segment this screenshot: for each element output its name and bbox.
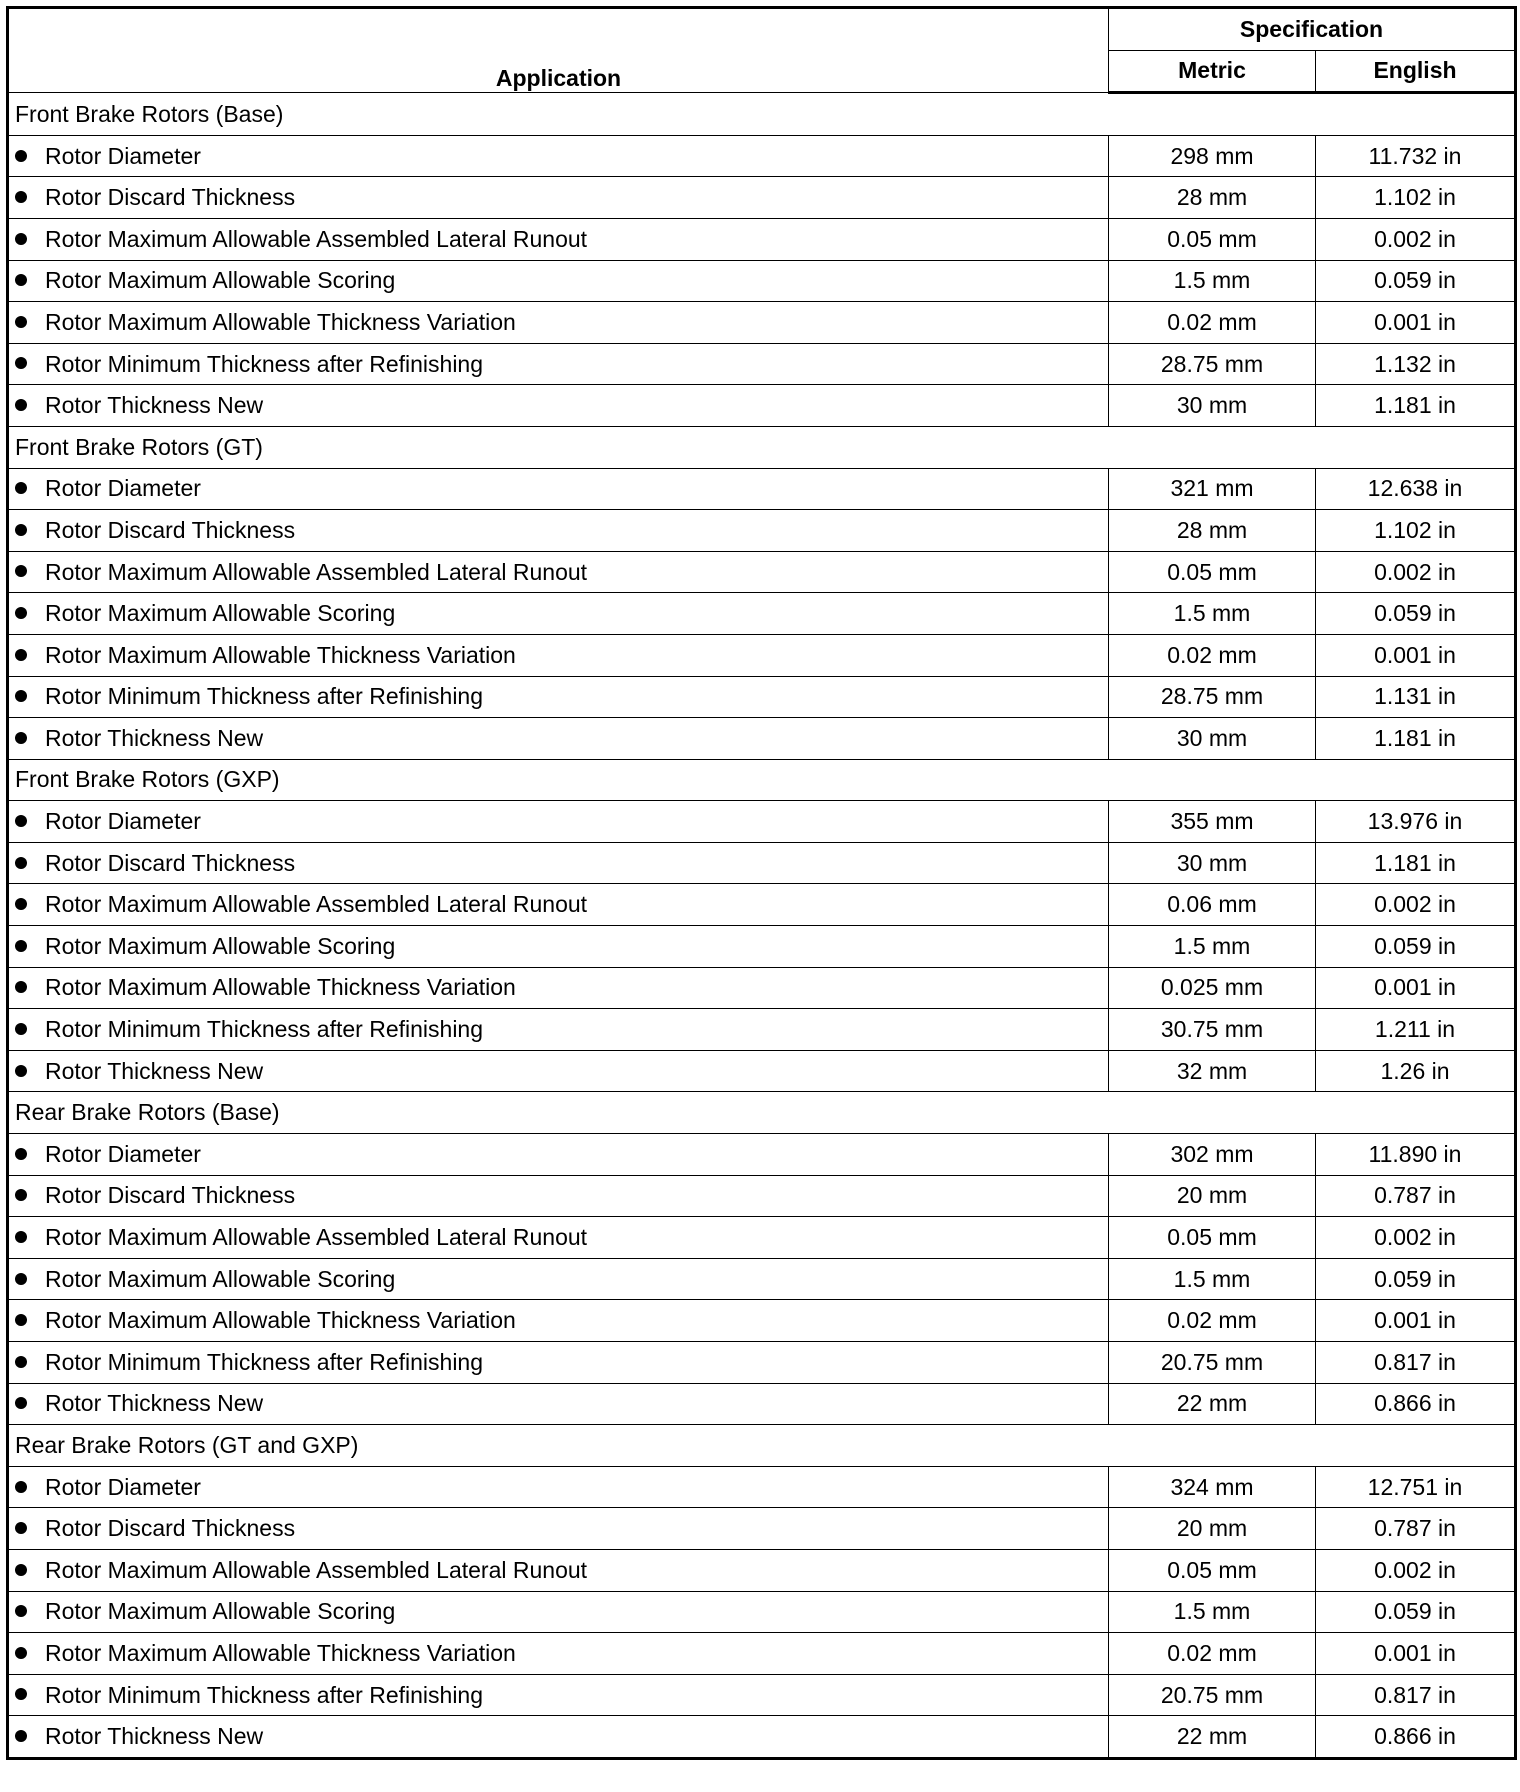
- group-header-row: [8, 1092, 1516, 1134]
- row-label: Rotor Minimum Thickness after Refinishing: [45, 1016, 484, 1043]
- bullet-icon: [15, 233, 27, 245]
- english-value: 0.002 in: [1316, 551, 1516, 593]
- row-label: Rotor Maximum Allowable Scoring: [45, 600, 396, 627]
- table-row: [8, 676, 1516, 718]
- english-value: 11.890 in: [1316, 1134, 1516, 1176]
- table-row: [8, 468, 1516, 510]
- metric-value: 1.5 mm: [1109, 926, 1316, 968]
- application-cell: [8, 302, 1109, 344]
- bullet-icon: [15, 732, 27, 744]
- row-label: Rotor Maximum Allowable Thickness Variation: [45, 974, 516, 1001]
- table-row: [8, 1009, 1516, 1051]
- english-value: 0.002 in: [1316, 218, 1516, 260]
- table-row: [8, 634, 1516, 676]
- table-row: [8, 1134, 1516, 1176]
- application-cell: [8, 1300, 1109, 1342]
- bullet-icon: [15, 1189, 27, 1201]
- table-row: [8, 1342, 1516, 1384]
- english-value: 12.638 in: [1316, 468, 1516, 510]
- specification-column-header: Specification: [1109, 8, 1516, 51]
- english-value: 1.181 in: [1316, 385, 1516, 427]
- english-value: 1.102 in: [1316, 510, 1516, 552]
- bullet-icon: [15, 898, 27, 910]
- bullet-icon: [15, 1065, 27, 1077]
- english-value: 0.002 in: [1316, 1549, 1516, 1591]
- metric-value: 298 mm: [1109, 135, 1316, 177]
- metric-value: 0.05 mm: [1109, 1217, 1316, 1259]
- metric-value: 0.05 mm: [1109, 551, 1316, 593]
- bullet-icon: [15, 399, 27, 411]
- metric-value: 30 mm: [1109, 842, 1316, 884]
- table-row: [8, 1217, 1516, 1259]
- bullet-icon: [15, 357, 27, 369]
- metric-value: 0.05 mm: [1109, 218, 1316, 260]
- application-cell: [8, 510, 1109, 552]
- application-cell: [8, 1217, 1109, 1259]
- table-row: [8, 177, 1516, 219]
- english-value: 0.001 in: [1316, 967, 1516, 1009]
- table-row: [8, 260, 1516, 302]
- application-cell: [8, 1466, 1109, 1508]
- metric-value: 0.02 mm: [1109, 1300, 1316, 1342]
- bullet-icon: [15, 1397, 27, 1409]
- english-value: 0.059 in: [1316, 1591, 1516, 1633]
- english-value: 1.132 in: [1316, 343, 1516, 385]
- bullet-icon: [15, 815, 27, 827]
- english-value: 0.817 in: [1316, 1674, 1516, 1716]
- metric-value: 0.02 mm: [1109, 634, 1316, 676]
- metric-value: 324 mm: [1109, 1466, 1316, 1508]
- row-label: Rotor Discard Thickness: [45, 184, 296, 211]
- table-row: [8, 343, 1516, 385]
- table-row: [8, 1383, 1516, 1425]
- row-label: Rotor Maximum Allowable Scoring: [45, 1265, 396, 1292]
- application-cell: [8, 1508, 1109, 1550]
- english-value: 0.787 in: [1316, 1175, 1516, 1217]
- table-header: [8, 8, 1516, 93]
- row-label: Rotor Maximum Allowable Assembled Lateral Runout: [45, 558, 588, 585]
- bullet-icon: [15, 940, 27, 952]
- application-cell: [8, 1050, 1109, 1092]
- application-cell: [8, 343, 1109, 385]
- row-label: Rotor Discard Thickness: [45, 849, 296, 876]
- application-cell: [8, 1009, 1109, 1051]
- metric-value: 28.75 mm: [1109, 676, 1316, 718]
- english-value: 1.181 in: [1316, 842, 1516, 884]
- application-cell: [8, 1383, 1109, 1425]
- row-label: Rotor Maximum Allowable Assembled Lateral Runout: [45, 225, 588, 252]
- english-value: 1.26 in: [1316, 1050, 1516, 1092]
- english-value: 13.976 in: [1316, 801, 1516, 843]
- group-title: Rear Brake Rotors (Base): [8, 1092, 1516, 1134]
- metric-value: 30.75 mm: [1109, 1009, 1316, 1051]
- bullet-icon: [15, 150, 27, 162]
- english-value: 0.059 in: [1316, 260, 1516, 302]
- english-value: 0.001 in: [1316, 302, 1516, 344]
- row-label: Rotor Diameter: [45, 808, 201, 835]
- application-cell: [8, 634, 1109, 676]
- english-value: 0.001 in: [1316, 634, 1516, 676]
- metric-value: 32 mm: [1109, 1050, 1316, 1092]
- group-header-row: [8, 426, 1516, 468]
- table-row: [8, 967, 1516, 1009]
- bullet-icon: [15, 1148, 27, 1160]
- bullet-icon: [15, 1481, 27, 1493]
- metric-value: 22 mm: [1109, 1716, 1316, 1759]
- application-cell: [8, 218, 1109, 260]
- application-column-header: Application: [8, 8, 1109, 93]
- bullet-icon: [15, 1522, 27, 1534]
- english-value: 0.002 in: [1316, 1217, 1516, 1259]
- application-cell: [8, 967, 1109, 1009]
- header-row-top: [8, 8, 1516, 51]
- row-label: Rotor Maximum Allowable Assembled Lateral Runout: [45, 1556, 588, 1583]
- english-value: 0.001 in: [1316, 1633, 1516, 1675]
- table-row: [8, 135, 1516, 177]
- english-value: 1.181 in: [1316, 718, 1516, 760]
- table-body: [8, 93, 1516, 1759]
- metric-value: 302 mm: [1109, 1134, 1316, 1176]
- table-row: [8, 218, 1516, 260]
- application-cell: [8, 135, 1109, 177]
- english-value: 0.866 in: [1316, 1716, 1516, 1759]
- table-row: [8, 1674, 1516, 1716]
- bullet-icon: [15, 1023, 27, 1035]
- english-value: 1.102 in: [1316, 177, 1516, 219]
- english-value: 0.059 in: [1316, 1258, 1516, 1300]
- row-label: Rotor Maximum Allowable Scoring: [45, 1598, 396, 1625]
- table-row: [8, 1633, 1516, 1675]
- bullet-icon: [15, 981, 27, 993]
- row-label: Rotor Thickness New: [45, 392, 264, 419]
- bullet-icon: [15, 1730, 27, 1742]
- bullet-icon: [15, 482, 27, 494]
- application-cell: [8, 1633, 1109, 1675]
- table-row: [8, 1508, 1516, 1550]
- metric-value: 28.75 mm: [1109, 343, 1316, 385]
- row-label: Rotor Maximum Allowable Thickness Variation: [45, 308, 516, 335]
- metric-value: 0.05 mm: [1109, 1549, 1316, 1591]
- table-row: [8, 926, 1516, 968]
- english-value: 0.002 in: [1316, 884, 1516, 926]
- row-label: Rotor Diameter: [45, 1473, 201, 1500]
- english-value: 0.866 in: [1316, 1383, 1516, 1425]
- application-cell: [8, 1342, 1109, 1384]
- metric-value: 1.5 mm: [1109, 1591, 1316, 1633]
- row-label: Rotor Minimum Thickness after Refinishing: [45, 1348, 484, 1375]
- bullet-icon: [15, 316, 27, 328]
- table-row: [8, 842, 1516, 884]
- table-row: [8, 801, 1516, 843]
- table-row: [8, 510, 1516, 552]
- english-value: 0.817 in: [1316, 1342, 1516, 1384]
- metric-value: 20.75 mm: [1109, 1342, 1316, 1384]
- row-label: Rotor Maximum Allowable Scoring: [45, 932, 396, 959]
- metric-column-header: Metric: [1109, 50, 1316, 93]
- metric-value: 28 mm: [1109, 510, 1316, 552]
- application-cell: [8, 884, 1109, 926]
- table-row: [8, 1549, 1516, 1591]
- bullet-icon: [15, 1647, 27, 1659]
- row-label: Rotor Discard Thickness: [45, 1515, 296, 1542]
- group-header-row: [8, 759, 1516, 801]
- table-row: [8, 1050, 1516, 1092]
- bullet-icon: [15, 857, 27, 869]
- row-label: Rotor Minimum Thickness after Refinishing: [45, 350, 484, 377]
- application-cell: [8, 1591, 1109, 1633]
- row-label: Rotor Thickness New: [45, 1723, 264, 1750]
- bullet-icon: [15, 1231, 27, 1243]
- group-title: Rear Brake Rotors (GT and GXP): [8, 1425, 1516, 1467]
- table-row: [8, 1300, 1516, 1342]
- english-value: 1.131 in: [1316, 676, 1516, 718]
- application-cell: [8, 1134, 1109, 1176]
- group-title: Front Brake Rotors (GXP): [8, 759, 1516, 801]
- row-label: Rotor Thickness New: [45, 1390, 264, 1417]
- bullet-icon: [15, 1356, 27, 1368]
- application-cell: [8, 1549, 1109, 1591]
- metric-value: 20 mm: [1109, 1508, 1316, 1550]
- table-row: [8, 385, 1516, 427]
- application-cell: [8, 551, 1109, 593]
- english-value: 0.059 in: [1316, 593, 1516, 635]
- application-cell: [8, 926, 1109, 968]
- row-label: Rotor Maximum Allowable Thickness Variation: [45, 641, 516, 668]
- metric-value: 0.02 mm: [1109, 302, 1316, 344]
- table-row: [8, 1466, 1516, 1508]
- bullet-icon: [15, 1564, 27, 1576]
- table-row: [8, 1175, 1516, 1217]
- row-label: Rotor Maximum Allowable Assembled Lateral Runout: [45, 1224, 588, 1251]
- table-row: [8, 302, 1516, 344]
- bullet-icon: [15, 274, 27, 286]
- row-label: Rotor Maximum Allowable Thickness Variation: [45, 1307, 516, 1334]
- group-title: Front Brake Rotors (GT): [8, 426, 1516, 468]
- application-cell: [8, 801, 1109, 843]
- application-cell: [8, 385, 1109, 427]
- metric-value: 30 mm: [1109, 718, 1316, 760]
- application-cell: [8, 1674, 1109, 1716]
- metric-value: 321 mm: [1109, 468, 1316, 510]
- bullet-icon: [15, 607, 27, 619]
- english-value: 1.211 in: [1316, 1009, 1516, 1051]
- application-cell: [8, 468, 1109, 510]
- english-value: 12.751 in: [1316, 1466, 1516, 1508]
- english-value: 0.787 in: [1316, 1508, 1516, 1550]
- metric-value: 20.75 mm: [1109, 1674, 1316, 1716]
- metric-value: 1.5 mm: [1109, 593, 1316, 635]
- bullet-icon: [15, 191, 27, 203]
- application-cell: [8, 177, 1109, 219]
- english-value: 0.059 in: [1316, 926, 1516, 968]
- spec-table-container: [6, 6, 1514, 1760]
- metric-value: 355 mm: [1109, 801, 1316, 843]
- table-row: [8, 551, 1516, 593]
- metric-value: 22 mm: [1109, 1383, 1316, 1425]
- application-cell: [8, 260, 1109, 302]
- row-label: Rotor Minimum Thickness after Refinishing: [45, 683, 484, 710]
- brake-rotor-spec-table: [6, 6, 1517, 1760]
- row-label: Rotor Discard Thickness: [45, 1182, 296, 1209]
- metric-value: 0.06 mm: [1109, 884, 1316, 926]
- application-cell: [8, 1175, 1109, 1217]
- row-label: Rotor Minimum Thickness after Refinishing: [45, 1681, 484, 1708]
- row-label: Rotor Thickness New: [45, 724, 264, 751]
- table-row: [8, 718, 1516, 760]
- metric-value: 28 mm: [1109, 177, 1316, 219]
- metric-value: 20 mm: [1109, 1175, 1316, 1217]
- application-cell: [8, 676, 1109, 718]
- application-cell: [8, 1258, 1109, 1300]
- application-cell: [8, 842, 1109, 884]
- table-row: [8, 593, 1516, 635]
- metric-value: 1.5 mm: [1109, 1258, 1316, 1300]
- bullet-icon: [15, 649, 27, 661]
- row-label: Rotor Maximum Allowable Assembled Lateral Runout: [45, 891, 588, 918]
- row-label: Rotor Diameter: [45, 475, 201, 502]
- bullet-icon: [15, 1605, 27, 1617]
- row-label: Rotor Diameter: [45, 1140, 201, 1167]
- table-row: [8, 1591, 1516, 1633]
- metric-value: 1.5 mm: [1109, 260, 1316, 302]
- bullet-icon: [15, 524, 27, 536]
- application-cell: [8, 1716, 1109, 1759]
- bullet-icon: [15, 565, 27, 577]
- table-row: [8, 1258, 1516, 1300]
- application-cell: [8, 593, 1109, 635]
- english-value: 11.732 in: [1316, 135, 1516, 177]
- group-title: Front Brake Rotors (Base): [8, 93, 1516, 136]
- metric-value: 30 mm: [1109, 385, 1316, 427]
- metric-value: 0.02 mm: [1109, 1633, 1316, 1675]
- table-row: [8, 884, 1516, 926]
- group-header-row: [8, 93, 1516, 136]
- row-label: Rotor Maximum Allowable Scoring: [45, 267, 396, 294]
- bullet-icon: [15, 690, 27, 702]
- english-value: 0.001 in: [1316, 1300, 1516, 1342]
- bullet-icon: [15, 1688, 27, 1700]
- bullet-icon: [15, 1273, 27, 1285]
- table-row: [8, 1716, 1516, 1759]
- row-label: Rotor Maximum Allowable Thickness Variation: [45, 1639, 516, 1666]
- row-label: Rotor Diameter: [45, 142, 201, 169]
- metric-value: 0.025 mm: [1109, 967, 1316, 1009]
- group-header-row: [8, 1425, 1516, 1467]
- row-label: Rotor Thickness New: [45, 1057, 264, 1084]
- bullet-icon: [15, 1314, 27, 1326]
- application-cell: [8, 718, 1109, 760]
- row-label: Rotor Discard Thickness: [45, 516, 296, 543]
- english-column-header: English: [1316, 50, 1516, 93]
